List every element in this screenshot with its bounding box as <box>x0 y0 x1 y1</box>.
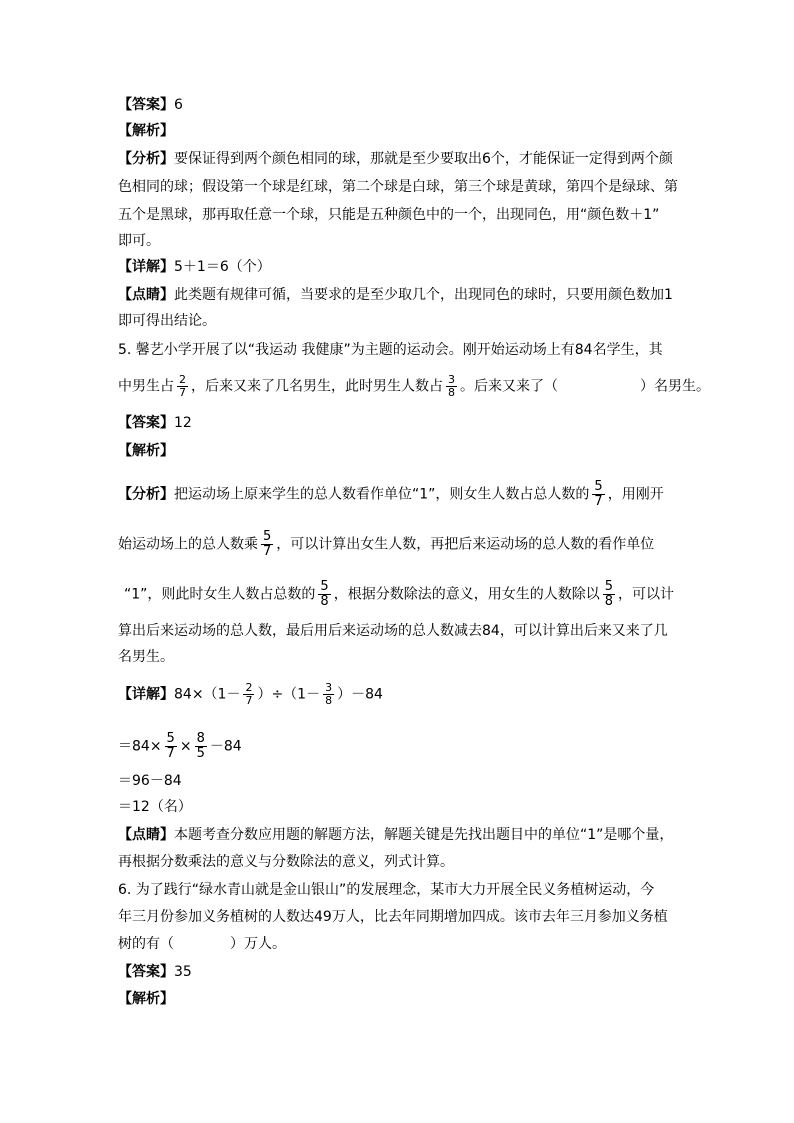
fraction: $\frac{5}{7}$ <box>166 731 175 761</box>
q4-analysis-line2: 色相同的球；假设第一个球是红球，第二个球是白球，第三个球是黄球，第四个是绿球、第 <box>118 179 678 195</box>
q4-analysis-line4: 即可。 <box>118 233 160 249</box>
q4-answer: 【答案】6 <box>118 97 183 113</box>
q4-tip-line1: 【点睛】此类题有规律可循，当要求的是至少取几个，出现同色的球时，只要用颜色数加1 <box>118 287 673 303</box>
fraction: $\frac{5}{7}$ <box>263 529 272 559</box>
fraction: $\frac{5}{8}$ <box>320 579 329 609</box>
fraction: $\frac{5}{7}$ <box>594 479 603 509</box>
q5-analysis-line2: 始运动场上的总人数乘 $\frac{5}{7}$ ，可以计算出女生人数，再把后来运动场的总人数的看作单位 <box>118 529 655 559</box>
q5-detail-line1: 【详解】84×（1－ $\frac{2}{7}$ ）÷（1－ $\frac{3}{8}$ ）－84 <box>118 681 383 707</box>
q5-analysis-line1: 【分析】把运动场上原来学生的总人数看作单位“1”，则女生人数占总人数的 $\frac{5}{7}$ ，用刚开 <box>118 479 664 509</box>
q6-stem-line2: 年三月份参加义务植树的人数达49万人，比去年同期增加四成。该市去年三月参加义务植 <box>118 909 668 925</box>
q6-stem-line3: 树的有（ ）万人。 <box>118 936 286 952</box>
fraction: $\frac{3}{8}$ <box>448 373 455 399</box>
q6-answer: 【答案】35 <box>118 964 192 980</box>
q5-detail-line2: ＝84× $\frac{5}{7}$ × $\frac{8}{5}$ －84 <box>118 731 242 761</box>
q5-analysis-line4: 算出后来运动场的总人数，最后用后来运动场的总人数减去84，可以计算出后来又来了几 <box>118 623 668 639</box>
q6-jiexi: 【解析】 <box>118 991 174 1007</box>
q5-stem-line1: 5. 馨艺小学开展了以“我运动 我健康”为主题的运动会。刚开始运动场上有84名学生，其 <box>118 342 663 358</box>
fraction: $\frac{5}{8}$ <box>604 579 613 609</box>
q5-detail-line4: ＝12（名） <box>118 799 192 815</box>
q5-jiexi: 【解析】 <box>118 443 174 459</box>
fraction: $\frac{2}{7}$ <box>245 681 253 707</box>
fraction: $\frac{2}{7}$ <box>179 373 186 399</box>
q5-detail-line3: ＝96－84 <box>118 773 182 789</box>
q5-analysis-line5: 名男生。 <box>118 649 174 665</box>
q5-answer: 【答案】12 <box>118 415 192 431</box>
q4-tip-line2: 即可得出结论。 <box>118 313 216 329</box>
fraction: $\frac{3}{8}$ <box>325 681 333 707</box>
q5-tip-line1: 【点睛】本题考查分数应用题的解题方法，解题关键是先找出题目中的单位“1”是哪个量， <box>118 827 674 843</box>
q5-tip-line2: 再根据分数乘法的意义与分数除法的意义，列式计算。 <box>118 854 454 870</box>
fraction: $\frac{8}{5}$ <box>196 731 205 761</box>
q6-stem-line1: 6. 为了践行“绿水青山就是金山银山”的发展理念，某市大力开展全民义务植树运动，今 <box>118 882 655 898</box>
q5-stem-line2: 中男生占 $\frac{2}{7}$ ，后来又来了几名男生，此时男生人数占 $\frac{3}{8}$ 。后来又来了（ ）名男生。 <box>118 373 710 399</box>
q5-analysis-line3: “1”，则此时女生人数占总数的 $\frac{5}{8}$ ，根据分数除法的意义，用女生的人数除以 $\frac{5}{8}$ ，可以计 <box>124 579 674 609</box>
q4-analysis-line3: 五个是黑球，那再取任意一个球，只能是五种颜色中的一个，出现同色，用“颜色数＋1” <box>118 207 660 223</box>
q4-analysis-line1: 【分析】要保证得到两个颜色相同的球，那就是至少要取出6个，才能保证一定得到两个颜 <box>118 151 673 167</box>
q4-detail: 【详解】5＋1＝6（个） <box>118 259 271 275</box>
q4-jiexi: 【解析】 <box>118 123 174 139</box>
